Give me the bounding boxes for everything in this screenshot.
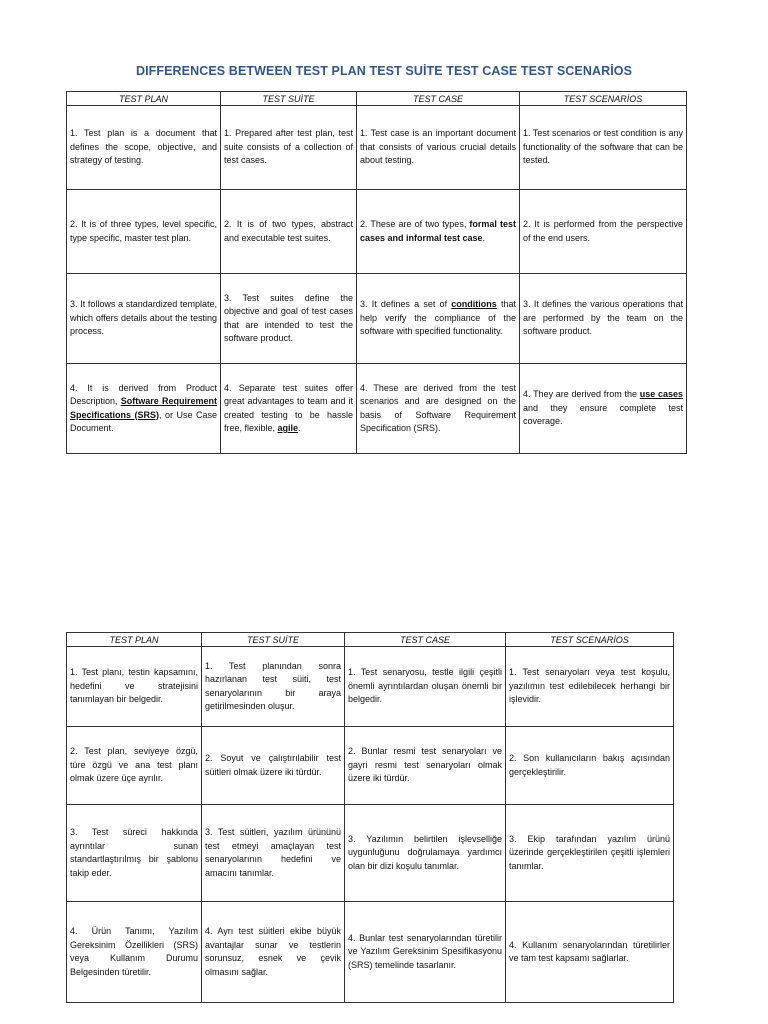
cell-case bbox=[357, 274, 520, 364]
cell-scenario: 1. Test scenarios or test condition is any functionality of the software that can be tested. bbox=[520, 106, 687, 190]
cell-text: 4. Separate test suites offer great advantages to team and it created testing to be hassle free, flexible, bbox=[224, 382, 353, 433]
cell-plan: 1. Test planı, testin kapsamını, hedefini ve stratejisini tanımlayan bir belgedir. bbox=[67, 647, 202, 727]
header-test-scenarios: TEST SCENARİOS bbox=[506, 633, 674, 647]
table-row bbox=[67, 106, 687, 190]
header-test-case: TEST CASE bbox=[357, 92, 520, 106]
cell-text: and they ensure complete test coverage. bbox=[523, 402, 683, 427]
cell-text: . bbox=[482, 232, 486, 243]
cell-text: . bbox=[298, 423, 301, 433]
header-row bbox=[67, 633, 674, 647]
cell-scenario: 2. It is performed from the perspective of the end users. bbox=[520, 190, 687, 274]
cell-text: 2. These are of two types, bbox=[360, 219, 470, 229]
cell-suite bbox=[221, 364, 357, 454]
table-row bbox=[67, 274, 687, 364]
cell-case: 1. Test case is an important document that consists of various crucial details about testing. bbox=[357, 106, 520, 190]
cell-scenario: 4. Kullanım senaryolarından türetilirler ve tam test kapsamı sağlarlar. bbox=[506, 902, 674, 1003]
cell-case: 4. These are derived from the test scenarios and are designed on the basis of Software Requirement Specification (SRS). bbox=[357, 364, 520, 454]
header-test-suite: TEST SUİTE bbox=[202, 633, 345, 647]
cell-suite: 3. Test süitleri, yazılım ürününü test etmeyi amaçlayan test senaryolarının hedefini ve amacını tanımlar. bbox=[202, 805, 345, 902]
header-test-plan: TEST PLAN bbox=[67, 92, 221, 106]
cell-text: 4. It is derived from Product Description, bbox=[70, 382, 217, 406]
cell-case bbox=[357, 190, 520, 274]
table-row bbox=[67, 727, 674, 805]
link-conditions[interactable]: conditions bbox=[451, 299, 497, 310]
document-title: DIFFERENCES BETWEEN TEST PLAN TEST SUİTE TEST CASE TEST SCENARİOS bbox=[135, 64, 633, 78]
cell-case: 1. Test senaryosu, testle ilgili çeşitli önemli ayrıntılardan oluşan önemli bir belgedir. bbox=[345, 647, 506, 727]
cell-case: 3. Yazılımın belirtilen işlevselliğe uygunluğunu doğrulamaya yardımcı olan bir dizi koşulu tanımlar. bbox=[345, 805, 506, 902]
link-use-cases[interactable]: use cases bbox=[639, 389, 683, 400]
cell-scenario: 3. It defines the various operations that are performed by the team on the software product. bbox=[520, 274, 687, 364]
header-test-plan: TEST PLAN bbox=[67, 633, 202, 647]
cell-scenario: 1. Test senaryoları veya test koşulu, yazılımın test edilebilecek herhangi bir işlevidir. bbox=[506, 647, 674, 727]
cell-suite: 3. Test suites define the objective and goal of test cases that are intended to test the software product. bbox=[221, 274, 357, 364]
cell-scenario: 3. Ekip tarafından yazılım ürünü üzerinde gerçekleştirilen çeşitli işlemleri tanımlar. bbox=[506, 805, 674, 902]
table-row bbox=[67, 190, 687, 274]
header-row bbox=[67, 92, 687, 106]
cell-scenario bbox=[520, 364, 687, 454]
table-row bbox=[67, 805, 674, 902]
link-agile[interactable]: agile bbox=[277, 423, 299, 433]
cell-text: 4. They are derived from the bbox=[523, 389, 640, 400]
cell-suite: 1. Test planından sonra hazırlanan test süiti, test senaryolarının bir araya getirilmesinden oluşur. bbox=[202, 647, 345, 727]
table-row bbox=[67, 647, 674, 727]
cell-text: , or Use Case Document. bbox=[70, 409, 217, 433]
comparison-table-english bbox=[66, 91, 687, 454]
cell-suite: 2. It is of two types, abstract and executable test suites. bbox=[221, 190, 357, 274]
cell-scenario: 2. Son kullanıcıların bakış açısından gerçekleştirilir. bbox=[506, 727, 674, 805]
bold-term: formal test cases and informal test case bbox=[360, 219, 517, 243]
cell-text: that help verify the compliance of the software with specified functionality. bbox=[360, 299, 516, 337]
link-srs[interactable]: Software Requirement Specifications (SRS) bbox=[70, 396, 217, 420]
header-test-suite: TEST SUİTE bbox=[221, 92, 357, 106]
cell-plan bbox=[67, 364, 221, 454]
comparison-table-turkish bbox=[66, 632, 674, 1003]
table-row bbox=[67, 364, 687, 454]
cell-plan: 2. Test plan, seviyeye özgü, türe özgü ve ana test planı olmak üzere üçe ayrılır. bbox=[67, 727, 202, 805]
cell-suite: 4. Ayrı test süitleri ekibe büyük avantajlar sunar ve testlerin sorunsuz, esnek ve çevik olmasını sağlar. bbox=[202, 902, 345, 1003]
header-test-scenarios: TEST SCENARİOS bbox=[520, 92, 687, 106]
cell-plan: 3. Test süreci hakkında ayrıntılar sunan standartlaştırılmış bir şablonu takip eder. bbox=[67, 805, 202, 902]
header-test-case: TEST CASE bbox=[345, 633, 506, 647]
cell-case: 2. Bunlar resmi test senaryoları ve gayri resmi test senaryoları olmak üzere iki türdür. bbox=[345, 727, 506, 805]
cell-text: 3. It defines a set of bbox=[360, 299, 452, 310]
cell-plan: 1. Test plan is a document that defines the scope, objective, and strategy of testing. bbox=[67, 106, 221, 190]
cell-suite: 2. Soyut ve çalıştırılabilir test süitleri olmak üzere iki türdür. bbox=[202, 727, 345, 805]
cell-plan: 4. Ürün Tanımı, Yazılım Gereksinim Özellikleri (SRS) veya Kullanım Durumu Belgesinden türetilir. bbox=[67, 902, 202, 1003]
cell-suite: 1. Prepared after test plan, test suite consists of a collection of test cases. bbox=[221, 106, 357, 190]
cell-plan: 2. It is of three types, level specific, type specific, master test plan. bbox=[67, 190, 221, 274]
cell-case: 4. Bunlar test senaryolarından türetilir ve Yazılım Gereksinim Spesifikasyonu (SRS) temelinde tasarlanır. bbox=[345, 902, 506, 1003]
cell-plan: 3. It follows a standardized template, which offers details about the testing process. bbox=[67, 274, 221, 364]
table-row bbox=[67, 902, 674, 1003]
